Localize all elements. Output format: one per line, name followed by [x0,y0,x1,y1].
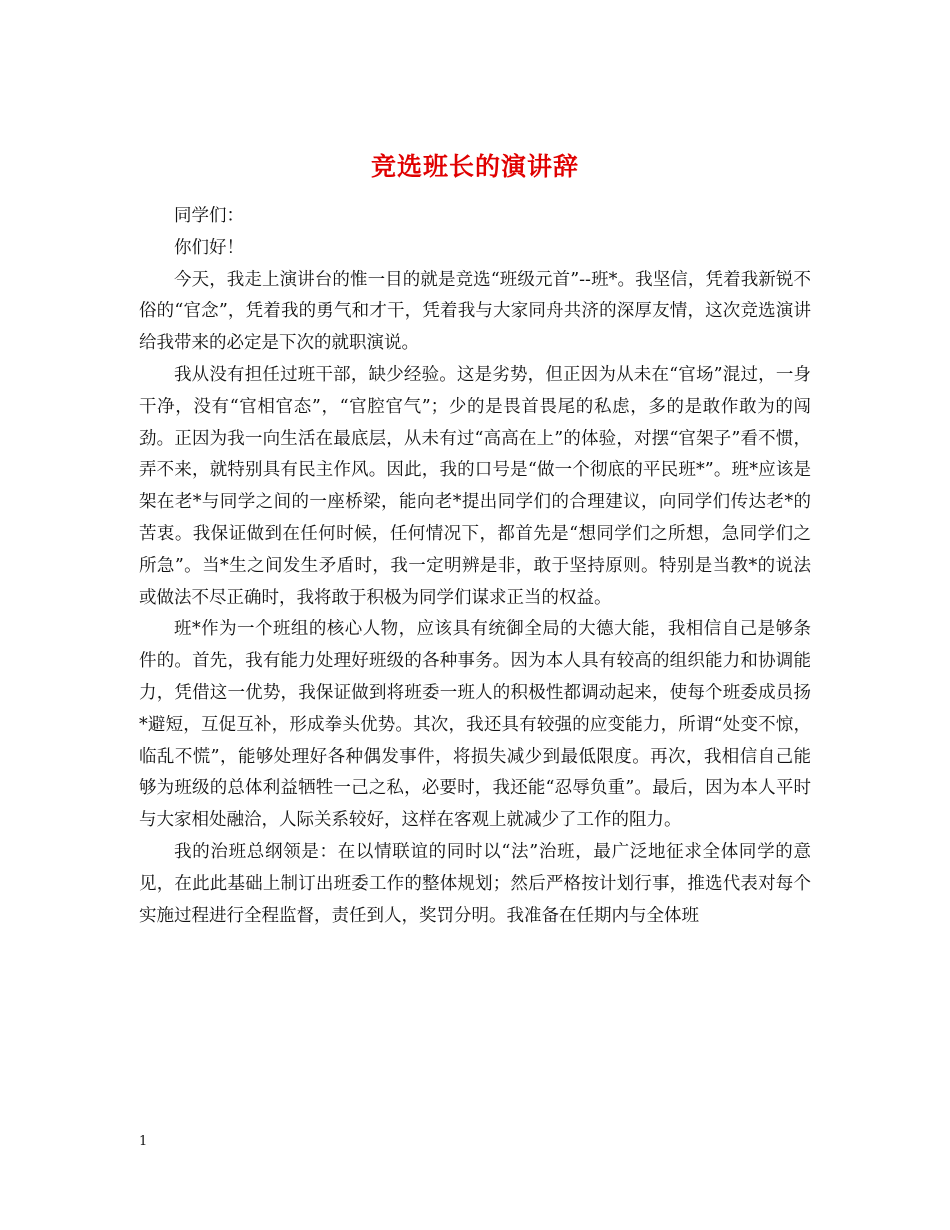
greeting-paragraph: 同学们： [174,206,244,226]
document-body [139,201,811,932]
body-paragraph-1: 今天，我走上演讲台的惟一目的就是竞选“班级元首”--班*。我坚信，凭着我新锐不俗的“官念”，凭着我的勇气和才干，凭着我与大家同舟共济的深厚友情，这次竞选演讲给我带来的必定是下次的就职演说。 [139,269,811,354]
body-paragraph-4: 我的治班总纲领是：在以情联谊的同时以“法”治班，最广泛地征求全体同学的意见，在此此基础上制订出班委工作的整体规划；然后严格按计划行事，推选代表对每个实施过程进行全程监督，责任到人，奖罚分明。我准备在任期内与全体班 [139,841,811,926]
page-number: 1 [139,1134,148,1149]
salutation-paragraph: 你们好！ [174,237,244,258]
page-title: 竞选班长的演讲辞 [370,151,579,181]
body-paragraph-3: 班*作为一个班组的核心人物，应该具有统御全局的大德大能，我相信自己是够条件的。首先，我有能力处理好班级的各种事务。因为本人具有较高的组织能力和协调能力，凭借这一优势，我保证做到将班委一班人的积极性都调动起来，使每个班委成员扬*避短，互促互补，形成拳头优势。其次，我还具有较强的应变能力，所谓“处变不惊，临乱不慌”，能够处理好各种偶发事件，将损失减少到最低限度。再次，我相信自己能够为班级的总体利益牺牲一己之私，必要时，我还能“忍辱负重”。最后，因为本人平时与大家相处融洽，人际关系较好，这样在客观上就减少了工作的阻力。 [139,619,811,831]
body-paragraph-2: 我从没有担任过班干部，缺少经验。这是劣势，但正因为从未在“官场”混过，一身干净，没有“官相官态”，“官腔官气”；少的是畏首畏尾的私虑，多的是敢作敢为的闯劲。正因为我一向生活在最底层，从未有过“高高在上”的体验，对摆“官架子”看不惯，弄不来，就特别具有民主作风。因此，我的口号是“做一个彻底的平民班*”。班*应该是架在老*与同学之间的一座桥梁，能向老*提出同学们的合理建议，向同学们传达老*的苦衷。我保证做到在任何时候，任何情况下，都首先是“想同学们之所想，急同学们之所急”。当*生之间发生矛盾时，我一定明辨是非，敢于坚持原则。特别是当教*的说法或做法不尽正确时，我将敢于积极为同学们谋求正当的权益。 [139,364,811,608]
